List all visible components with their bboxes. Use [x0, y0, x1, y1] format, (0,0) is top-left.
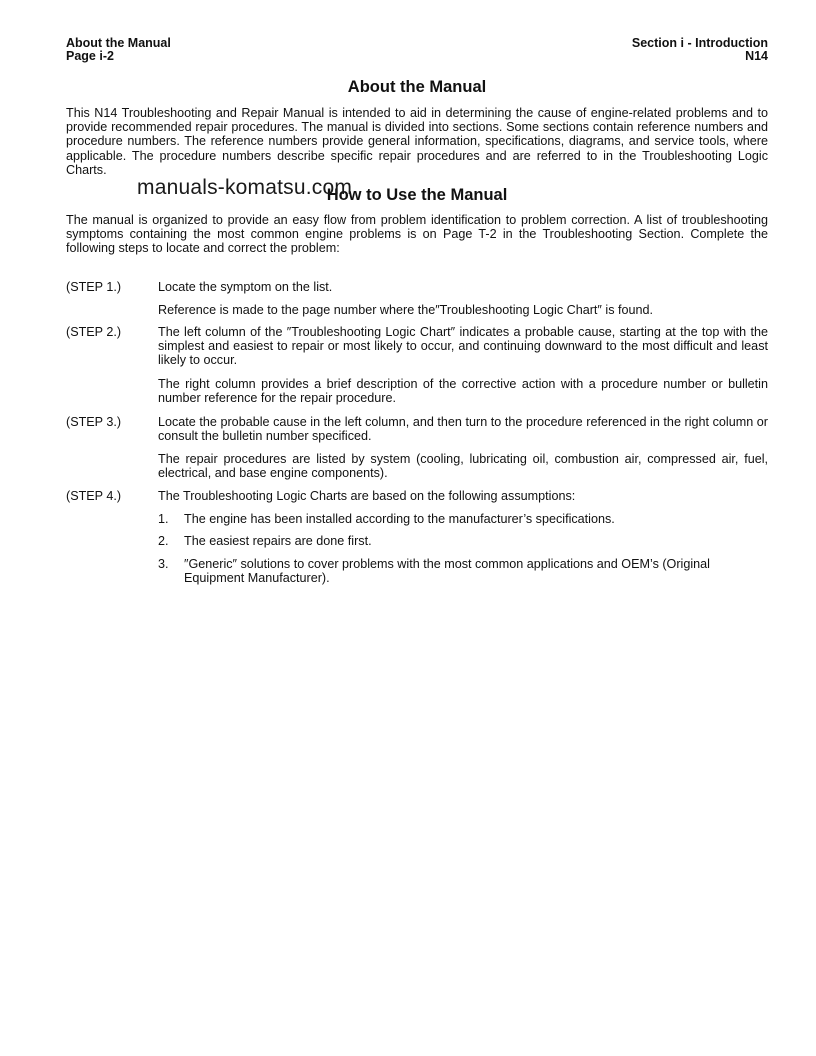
how-to-heading: How to Use the Manual — [326, 186, 508, 204]
step-4-label: (STEP 4.) — [66, 489, 122, 503]
step-2-label: (STEP 2.) — [66, 325, 122, 339]
step-2-paragraph-1: The left column of the ″Troubleshooting Logic Chart″ indicates a probable cause, starting at the top with the simplest and easiest to repair or most likely to occur, and continuing downward to the most difficult and least likely to occur. — [158, 325, 768, 368]
assumption-1-number: 1. — [158, 512, 169, 526]
assumption-2-number: 2. — [158, 534, 169, 548]
step-4-paragraph-1: The Troubleshooting Logic Charts are based on the following assumptions: — [158, 489, 576, 503]
step-3-paragraph-2: The repair procedures are listed by system (cooling, lubricating oil, combustion air, compressed air, fuel, electrical, and base engine components). — [158, 452, 768, 481]
assumption-1-text: The engine has been installed according to the manufacturer’s specifications. — [184, 512, 615, 526]
header-right — [632, 37, 768, 63]
assumption-3-number: 3. — [158, 557, 169, 571]
how-to-intro: The manual is organized to provide an easy flow from problem identification to problem correction. A list of troubleshooting symptoms containing the most common engine problems is on Page T-2 in the Troubleshooting Section. Complete the following steps to locate and correct the problem: — [66, 213, 768, 256]
header-left — [66, 37, 171, 63]
header-model: N14 — [745, 49, 768, 63]
step-1-paragraph-1: Locate the symptom on the list. — [158, 280, 333, 294]
step-2-paragraph-2: The right column provides a brief description of the corrective action with a procedure number or bulletin number reference for the repair procedure. — [158, 377, 768, 406]
about-heading: About the Manual — [347, 78, 487, 96]
header-section-title: Section i - Introduction — [631, 36, 768, 50]
assumption-2-text: The easiest repairs are done first. — [184, 534, 372, 548]
about-paragraph: This N14 Troubleshooting and Repair Manual is intended to aid in determining the cause of engine-related problems and to provide recommended repair procedures. The manual is divided into sections. Some sections contain reference numbers and procedure numbers. The reference numbers provide general information, specifications, diagrams, and service tools, where applicable. The procedure numbers describe specific repair procedures and are referred to in the Troubleshooting Logic Charts. — [66, 106, 768, 177]
header-page-number: Page i-2 — [66, 49, 114, 63]
assumption-3-text: ″Generic″ solutions to cover problems with the most common applications and OEM’s (Original Equipment Manufacturer). — [184, 557, 710, 586]
header-section-name: About the Manual — [66, 36, 171, 50]
watermark-text: manuals-komatsu.com — [137, 176, 353, 199]
step-1-label: (STEP 1.) — [66, 280, 122, 294]
step-3-paragraph-1: Locate the probable cause in the left column, and then turn to the procedure referenced in the right column or consult the bulletin number specificed. — [158, 415, 768, 444]
step-1-paragraph-2: Reference is made to the page number where the″Troubleshooting Logic Chart″ is found. — [158, 303, 653, 317]
step-3-label: (STEP 3.) — [66, 415, 122, 429]
